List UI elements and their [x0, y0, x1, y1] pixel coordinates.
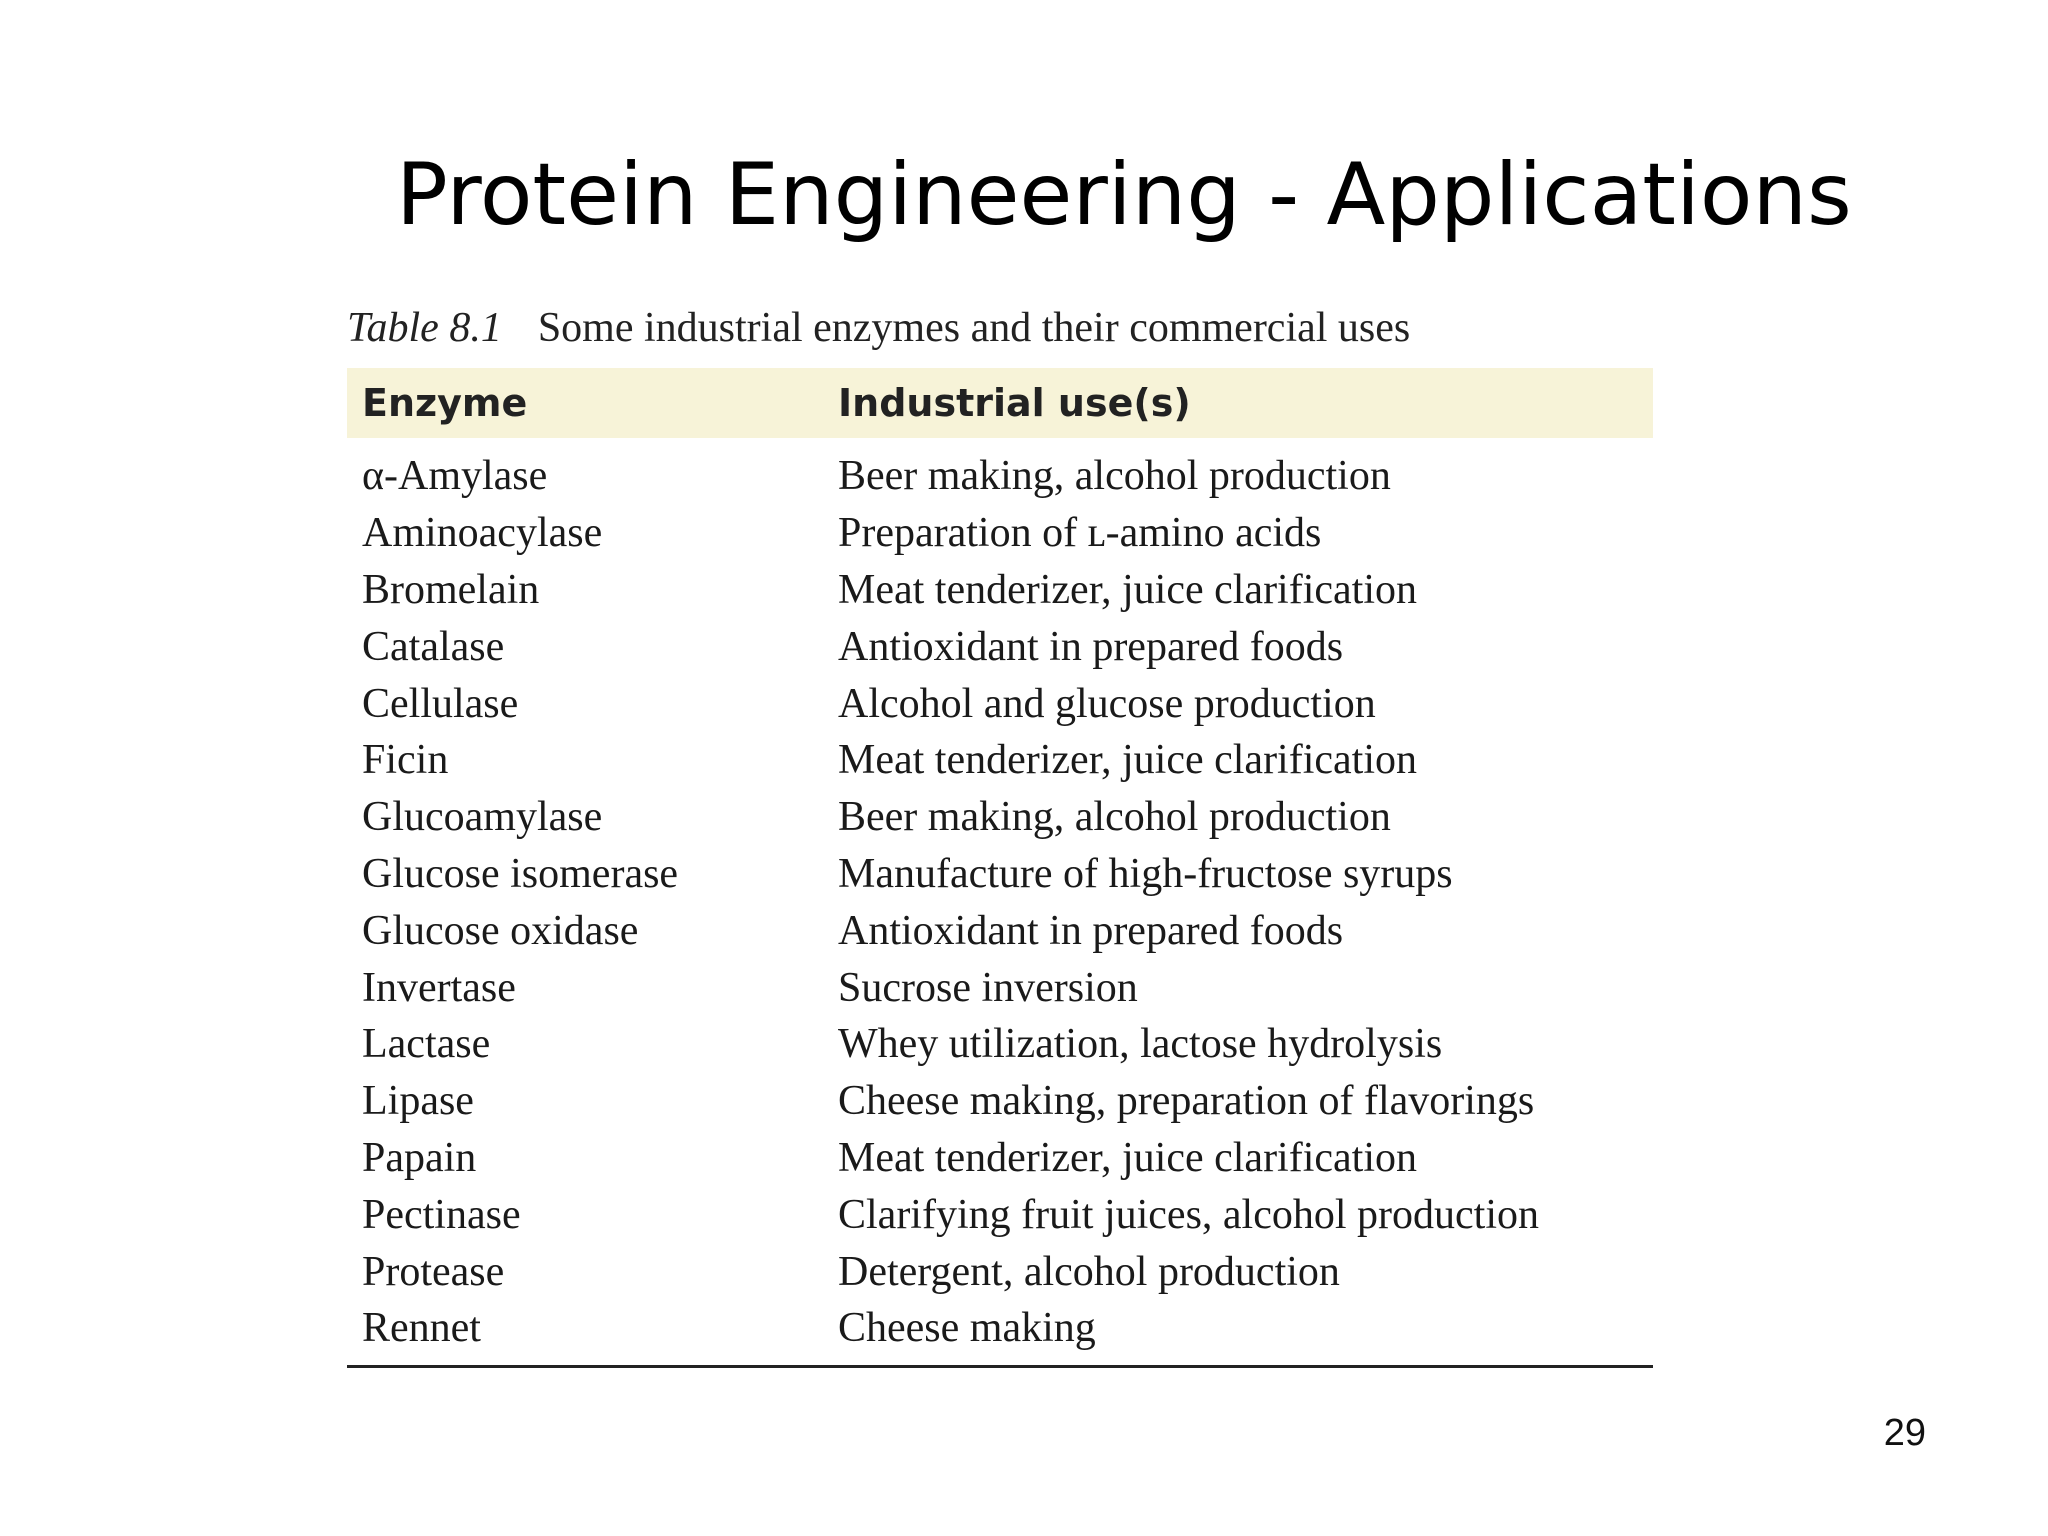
- table-row: [347, 789, 1653, 846]
- header-enzyme: Enzyme: [362, 381, 528, 425]
- use-cell: Beer making, alcohol production: [838, 453, 1391, 500]
- use-cell: Beer making, alcohol production: [838, 794, 1391, 841]
- table-row: [347, 448, 1653, 505]
- table-header-row: [347, 368, 1653, 438]
- enzyme-cell: Glucose isomerase: [362, 850, 679, 897]
- header-industrial-use: Industrial use(s): [838, 381, 1191, 425]
- enzyme-cell: Invertase: [362, 964, 516, 1011]
- enzyme-cell: Ficin: [362, 737, 449, 784]
- enzyme-cell: Cellulase: [362, 680, 519, 727]
- table-row: [347, 1186, 1653, 1243]
- enzyme-cell: Lipase: [362, 1078, 474, 1125]
- enzyme-table: [347, 296, 1653, 1368]
- use-cell: Alcohol and glucose production: [838, 680, 1376, 727]
- use-cell: Manufacture of high-fructose syrups: [838, 850, 1453, 897]
- enzyme-cell: Aminoacylase: [362, 510, 603, 557]
- enzyme-cell: Bromelain: [362, 566, 540, 613]
- slide-title: Protein Engineering - Applications: [396, 145, 1852, 245]
- enzyme-cell: Papain: [362, 1134, 477, 1181]
- table-row: [347, 732, 1653, 789]
- use-cell: Meat tenderizer, juice clarification: [838, 737, 1417, 784]
- use-cell: Detergent, alcohol production: [838, 1248, 1340, 1295]
- table-row: [347, 1130, 1653, 1187]
- table-row: [347, 902, 1653, 959]
- table-caption: [347, 296, 1653, 368]
- use-cell: Sucrose inversion: [838, 964, 1138, 1011]
- table-row: [347, 959, 1653, 1016]
- table-row: [347, 562, 1653, 619]
- table-caption-text: Some industrial enzymes and their commercial uses: [537, 305, 1411, 351]
- use-cell: Cheese making, preparation of flavorings: [838, 1078, 1535, 1125]
- table-row: [347, 1016, 1653, 1073]
- table-row: [347, 1073, 1653, 1130]
- page-number: 29: [1883, 1412, 1926, 1454]
- use-cell: Antioxidant in prepared foods: [838, 907, 1344, 954]
- table-row: [347, 1243, 1653, 1300]
- enzyme-cell: α-Amylase: [362, 453, 548, 500]
- use-cell: Meat tenderizer, juice clarification: [838, 1134, 1417, 1181]
- table-row: [347, 675, 1653, 732]
- use-cell: Clarifying fruit juices, alcohol production: [838, 1191, 1539, 1238]
- table-body: [347, 438, 1653, 1368]
- enzyme-cell: Lactase: [362, 1021, 491, 1068]
- enzyme-cell: Glucose oxidase: [362, 907, 639, 954]
- use-cell: Cheese making: [838, 1305, 1096, 1352]
- enzyme-cell: Glucoamylase: [362, 794, 603, 841]
- enzyme-cell: Pectinase: [362, 1191, 521, 1238]
- use-cell: Whey utilization, lactose hydrolysis: [838, 1021, 1443, 1068]
- table-row: [347, 505, 1653, 562]
- enzyme-cell: Rennet: [362, 1305, 481, 1352]
- enzyme-cell: Protease: [362, 1248, 505, 1295]
- use-cell: Antioxidant in prepared foods: [838, 623, 1344, 670]
- table-caption-label: Table 8.1: [347, 305, 502, 351]
- use-cell: Preparation of ʟ-amino acids: [838, 510, 1322, 557]
- table-row: [347, 618, 1653, 675]
- use-cell: Meat tenderizer, juice clarification: [838, 566, 1417, 613]
- table-row: [347, 1300, 1653, 1357]
- table-row: [347, 846, 1653, 903]
- enzyme-cell: Catalase: [362, 623, 505, 670]
